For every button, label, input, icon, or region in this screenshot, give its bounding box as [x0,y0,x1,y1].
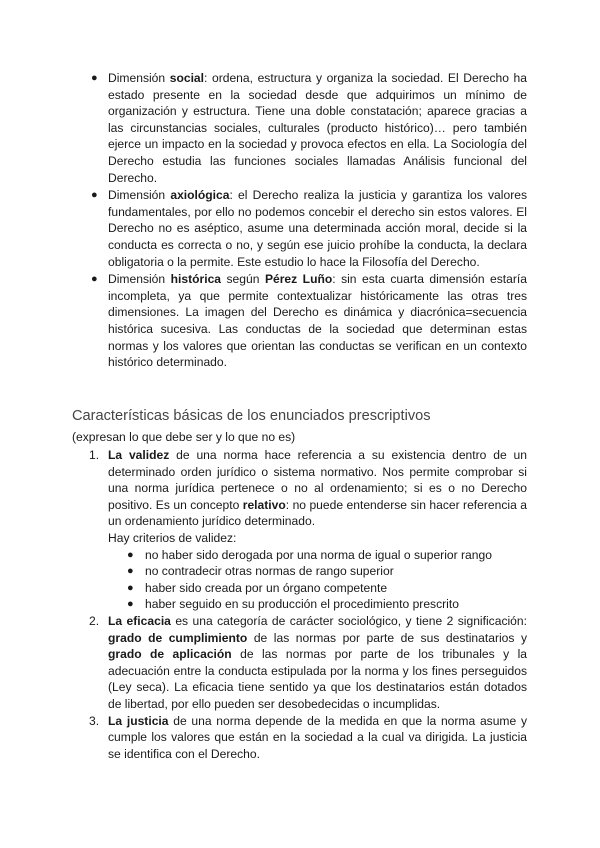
bullet-icon: ● [127,565,134,578]
item-text: de las normas por parte de sus destinatarios y [247,630,527,645]
item-number: 3. [89,713,100,728]
item-text: : no puede entenderse sin hacer referencia a un ordenamiento jurídico determinado. [108,497,527,529]
item-paragraph [108,713,527,763]
dimensions-list [91,70,527,372]
criteria-label: Hay criterios de validez: [108,530,237,545]
item-text: : el Derecho realiza la justicia y garantiza los valores fundamentales, por ello no podemos concebir el derecho sin estos valores. El Derecho no es aséptico, asume una determinada acción moral, decide si la conducta es correcta o no, y según ese juicio prohíbe la conducta, la declara obligatoria o la permite. Este estudio lo hace la Filosofía del Derecho. [108,188,527,269]
item-term: La justicia [108,713,169,728]
item-paragraph [108,447,527,530]
list-item [127,580,527,597]
bullet-icon: ● [127,548,134,561]
criteria-list [108,547,527,613]
item-term: La eficacia [108,613,171,628]
item-prefix: Dimensión [108,188,171,203]
item-number: 2. [89,613,100,628]
item-term: La validez [108,448,170,462]
list-item [89,447,527,613]
item-number: 1. [89,448,100,462]
bullet-icon: ● [91,189,98,202]
item-text: es una categoría de carácter sociológico, y tiene 2 significación: [170,613,527,628]
list-item [89,613,527,713]
criterion-text: no contradecir otras normas de rango superior [145,564,394,579]
criterion-text: haber seguido en su producción el procedimiento prescrito [145,597,459,612]
item-text: : ordena, estructura y organiza la sociedad. El Derecho ha estado presente en la sociedad desde que adquirimos un mínimo de organización y estructura. Tiene una doble constatación; aparece gracias a las circunstancias sociales, culturales (producto histórico)… pero también ejerce un impacto en la sociedad y provoca efectos en ella. La Sociología del Derecho estudia las funciones sociales llamadas Análisis funcional del Derecho. [108,71,527,185]
bullet-icon: ● [127,581,134,594]
criterion-text: haber sido creada por un órgano competente [145,580,388,595]
item-term: histórica [170,272,222,287]
section-heading: Características básicas de los enunciados prescriptivos [72,408,431,424]
section-intro: (expresan lo que debe ser y lo que no es) [72,430,296,444]
item-prefix: Dimensión [108,272,171,287]
item-term: relativo [242,497,286,512]
item-term: grado de cumplimiento [108,630,248,645]
item-paragraph [108,613,527,713]
list-item [91,271,527,371]
list-item [127,596,527,613]
item-mid: según [221,272,265,287]
criterion-text: no haber sido derogada por una norma de igual o superior rango [145,547,492,562]
bullet-icon: ● [127,598,134,611]
item-term: grado de aplicación [108,647,232,662]
item-prefix: Dimensión [108,71,170,85]
characteristics-list [89,447,527,762]
item-text: de las normas por parte de los tribunales y la adecuación entre la conducta estipulada por la norma y los fines perseguidos (Ley seca). La eficacia tiene sentido ya que los destinatarios están dotados de libertad, por ello pueden ser desobedecidas o incumplidas. [108,647,527,711]
list-item [89,713,527,763]
item-text: de una norma hace referencia a su existencia dentro de un determinado orden jurídico o sistema normativo. Nos permite comprobar si una norma jurídica pertenece o no al ordenamiento; si es o no Derecho positivo. Es un concepto [108,448,527,512]
list-item [127,547,527,564]
bullet-icon: ● [91,273,98,286]
list-item [127,563,527,580]
bullet-icon: ● [91,72,98,84]
list-item [91,70,527,186]
item-term: social [169,71,205,85]
item-term: axiológica [170,188,230,203]
list-item [91,187,527,270]
item-text: de una norma depende de la medida en que la norma asume y cumple los valores que están en la sociedad a la cual va dirigida. La justicia se identifica con el Derecho. [108,713,527,761]
item-author: Pérez Luño [264,272,333,287]
item-text: : sin esta cuarta dimensión estaría incompleta, ya que permite contextualizar históricamente las otras tres dimensiones. La imagen del Derecho es dinámica y diacrónica=secuencia histórica sucesiva. Las conductas de la sociedad que determinan estas normas y los valores que orientan las conductas se verifican en un contexto histórico determinado. [108,272,527,370]
